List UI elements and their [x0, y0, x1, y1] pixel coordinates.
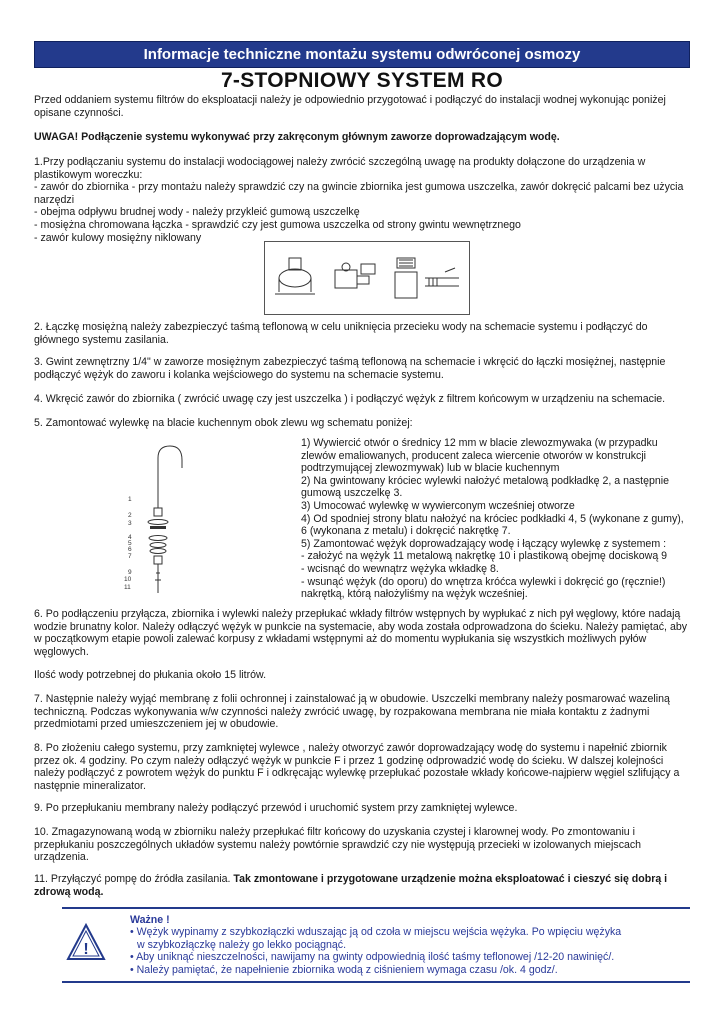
faucet-steps	[301, 437, 691, 601]
note-heading: Ważne !	[130, 914, 170, 926]
faucet-step: 4) Od spodniej strony blatu nałożyć na króciec podkładki 4, 5 (wykonane z gumy), 6 (wykonana z metalu) i dokręcić nakrętkę 7.	[301, 512, 684, 538]
point-3: 3. Gwint zewnętrzny 1/4" w zaworze mosiężnym zabezpieczyć taśmą teflonową na schemacie i wkręcić do łączki mosiężnej, następnie podłączyć wężyk do zaworu i kolanka wejściowego do systemu na schemacie systemu.	[34, 356, 666, 381]
faucet-label: 7	[128, 553, 132, 560]
faucet-drawing	[120, 438, 190, 598]
faucet-step: - wsunąć wężyk (do oporu) do wnętrza króćca wylewki i dokręcić go (ręcznie!) nakrętką, którą nałożyliśmy na wężyk wcześniej.	[301, 575, 666, 601]
faucet-step: 3) Umocować wylewkę w wywierconym wcześniej otworze	[301, 499, 575, 512]
warning-symbol: !	[83, 941, 89, 958]
point-1-lead: 1.Przy podłączaniu systemu do instalacji wodociągowej należy zwrócić szczególną uwagę na produkty dołączone do urządzenia w plastikowym woreczku:	[34, 156, 646, 181]
faucet-step: 2) Na gwintowany króciec wylewki nałożyć metalową podkładkę 2, a następnie gumową uszczelkę 3.	[301, 474, 670, 500]
faucet-figure	[120, 438, 190, 598]
water-amount: Ilość wody potrzebnej do płukania około 15 litrów.	[34, 669, 267, 681]
faucet-label: 2	[128, 512, 132, 519]
faucet-step: 5) Zamontować wężyk doprowadzający wodę i łączący wylewkę z systemem :	[301, 537, 667, 550]
point-10: 10. Zmagazynowaną wodą w zbiorniku należy przepłukać filtr końcowy do uzyskania czystej i klarownej wody. Po zmontowaniu i przepłukaniu poszczególnych układów systemu należy powtórnie sprawdzić czy nie występują przecieki w izolowanych miejscach urządzenia.	[34, 826, 642, 864]
point-6: 6. Po podłączeniu przyłącza, zbiornika i wylewki należy przepłukać wkłady filtrów wstępnych by wypłukać z nich pył węglowy, które nadają wodzie brunatny kolor. Należy odłączyć wężyk w punkcie na systemacie, aby woda została odprowadzona do ścieku. Należy pamiętać, aby w początkowym etapie powoli zalewać korpusy z wkładami wstępnymi aż do momentu wypłukania się wszystkich możliwych pyłów węglowych.	[34, 608, 688, 658]
point-1-item: - obejma odpływu brudnej wody - należy przykleić gumową uszczelkę	[34, 206, 360, 219]
point-1-item: - zawór do zbiornika - przy montażu należy sprawdzić czy na gwincie zbiornika jest gumowa uszczelka, zawór dokręcić palcami bez użycia narzędzi	[34, 181, 684, 206]
faucet-label: 3	[128, 520, 132, 527]
faucet-label: 5	[128, 540, 132, 547]
note-item: • Wężyk wypinamy z szybkozłączki wduszając ją od czoła w miejscu wejścia wężyka. Po wpięciu wężyka	[130, 926, 622, 939]
faucet-label: 10	[124, 576, 132, 583]
faucet-step: 1) Wywiercić otwór o średnicy 12 mm w blacie zlewozmywaka (w przypadku zlewów emaliowanych, producent zaleca wiercenie otworów w konstrukcji podtrzymującej zlewozmywak) lub w blacie kuchennym	[301, 437, 658, 475]
point-11	[34, 873, 689, 898]
warning-paragraph: UWAGA! Podłączenie systemu wykonywać przy zakręconym głównym zaworze doprowadzającym wodę.	[34, 131, 560, 143]
faucet-label: 4	[128, 534, 132, 541]
point-1	[34, 156, 689, 244]
faucet-label: 1	[128, 496, 132, 503]
point-5: 5. Zamontować wylewkę na blacie kuchennym obok zlewu wg schematu poniżej:	[34, 417, 413, 429]
important-note-text	[130, 914, 690, 976]
faucet-label: 9	[128, 569, 132, 576]
warning-triangle-icon	[66, 923, 106, 961]
fittings-figure	[264, 241, 470, 315]
header-banner: Informacje techniczne montażu systemu odwróconej osmozy	[34, 41, 690, 68]
point-11-bold: Tak zmontowane i przygotowane urządzenie można eksploatować i cieszyć się dobrą i zdrową wodą.	[34, 873, 668, 898]
point-7: 7. Następnie należy wyjąć membranę z folii ochronnej i zainstalować ją w obudowie. Uszczelki membrany należy posmarować wazeliną techniczną. Podczas wykonywania w/w czynności należy zwrócić uwagę, by rozpakowana membrana nie miała kontaktu z żadnymi przedmiotami przed umieszczeniem jej w obudowie.	[34, 693, 670, 731]
point-8: 8. Po złożeniu całego systemu, przy zamkniętej wylewce , należy otworzyć zawór doprowadzający wodę do systemu i napełnić zbiornik przez ok. 4 godziny. Po czym należy odłączyć wężyk w punkcie F i przez 1 godzinę odprowadzić wodę do ścieku. W dalszej kolejności należy podłączyć z powrotem wężyk do punktu F i odkręcając wylewkę przepłukać pozostałe wkłady końcowe-najpierw węgiel szlifujący a następnie mineralizator.	[34, 742, 680, 792]
faucet-label: 6	[128, 546, 132, 553]
note-item: w szybkozłączkę należy go lekko pociągnąć.	[137, 938, 347, 951]
point-4: 4. Wkręcić zawór do zbiornika ( zwrócić uwagę czy jest uszczelka ) i podłączyć wężyk z filtrem końcowym w urządzeniu na schemacie.	[34, 393, 666, 405]
note-item: • Aby uniknąć nieszczelności, nawijamy na gwinty odpowiednią ilość taśmy teflonowej /12-20 nawinięć/.	[130, 951, 615, 964]
point-11-text: 11. Przyłączyć pompę do źródła zasilania.	[34, 873, 234, 885]
page-title: 7-STOPNIOWY SYSTEM RO	[220, 69, 504, 92]
point-1-item: - zawór kulowy mosiężny niklowany	[34, 231, 202, 244]
intro-paragraph: Przed oddaniem systemu filtrów do eksploatacji należy je odpowiednio przygotować i podłączyć do instalacji wodnej wykonując poniżej opisane czynności.	[34, 94, 666, 119]
point-2: 2. Łączkę mosiężną należy zabezpieczyć taśmą teflonową w celu uniknięcia przecieku wody na schemacie systemu i podłączyć do głównego systemu zasilania.	[34, 321, 648, 346]
point-1-item: - mosiężna chromowana łączka - sprawdzić czy jest gumowa uszczelka od strony gwintu wewnętrznego	[34, 218, 521, 231]
note-item: • Należy pamiętać, że napełnienie zbiornika wodą z ciśnieniem wymaga czasu /ok. 4 godz/.	[130, 963, 558, 976]
fittings-drawing	[265, 242, 469, 314]
faucet-step: - założyć na wężyk 11 metalową nakrętkę 10 i plastikową obejmę dociskową 9	[301, 550, 668, 563]
faucet-label: 11	[124, 584, 131, 591]
point-9: 9. Po przepłukaniu membrany należy podłączyć przewód i uruchomić system przy zamkniętej wylewce.	[34, 802, 518, 814]
faucet-step: - wcisnąć do wewnątrz wężyka wkładkę 8.	[301, 562, 499, 575]
